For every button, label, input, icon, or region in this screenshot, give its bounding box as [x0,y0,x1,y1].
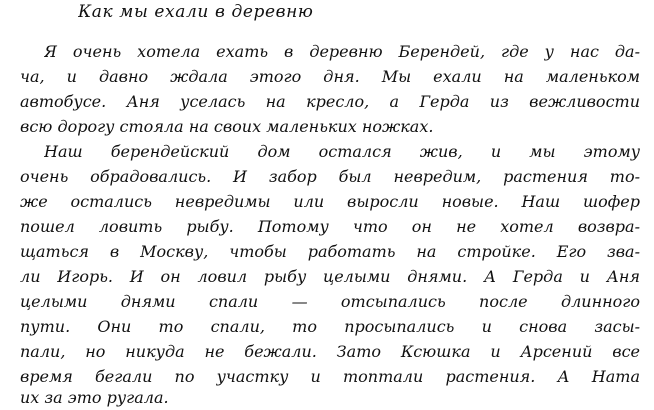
text-line-3: автобусе. Аня уселась на кресло, а Герда из вежливости [20,92,640,111]
text-line-11: целыми днями спали — отсыпались после длинного [20,292,640,311]
text-line-10: ли Игорь. И он ловил рыбу целыми днями. А Герда и Аня [20,267,640,286]
document-title: Как мы ехали в деревню [78,2,314,22]
text-line-1: Я очень хотела ехать в деревню Берендей, где у нас да- [44,42,640,61]
text-line-13: пали, но никуда не бежали. Зато Ксюшка и Арсений все [20,342,640,361]
text-line-12: пути. Они то спали, то просыпались и снова засы- [20,317,640,336]
text-line-6: очень обрадовались. И забор был невредим, растения то- [20,167,640,186]
text-line-14: время бегали по участку и топтали растения. А Ната [20,367,640,386]
text-line-15: их за это ругала. [20,388,169,407]
text-line-4: всю дорогу стояла на своих маленьких ножках. [20,117,434,136]
text-line-5: Наш берендейский дом остался жив, и мы этому [44,142,640,161]
text-line-7: же остались невредимы или выросли новые. Наш шофер [20,192,640,211]
text-line-8: пошел ловить рыбу. Потому что он не хотел возвра- [20,217,640,236]
text-line-2: ча, и давно ждала этого дня. Мы ехали на маленьком [20,67,640,86]
text-line-9: щаться в Москву, чтобы работать на стройке. Его зва- [20,242,640,261]
